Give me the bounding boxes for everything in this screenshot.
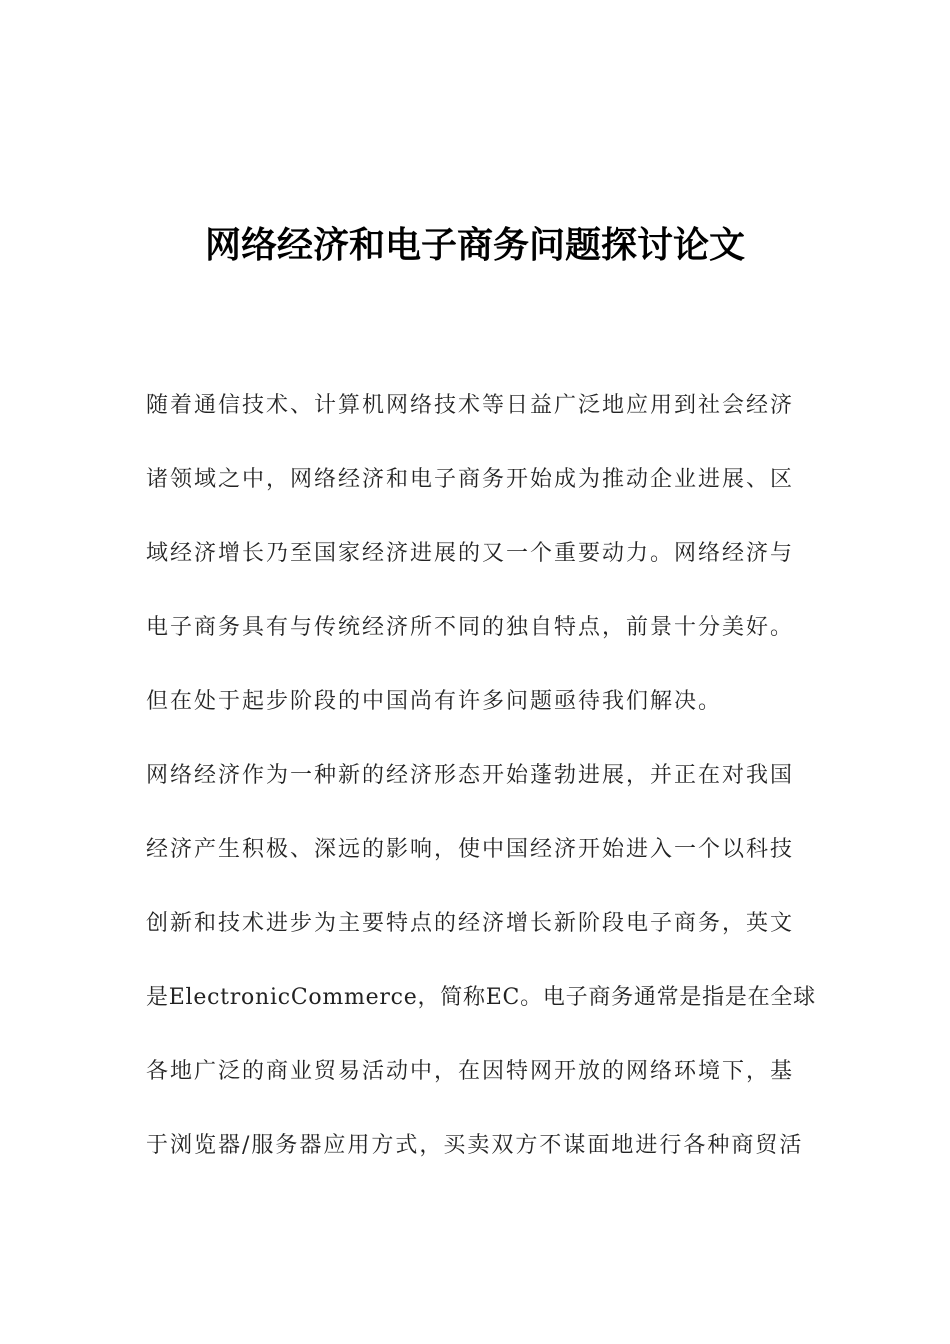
body-line: 创新和技术进步为主要特点的经济增长新阶段电子商务，英文 [146,911,795,936]
body-line: 网络经济作为一种新的经济形态开始蓬勃进展，并正在对我国 [146,763,795,788]
body-line: 随着通信技术、计算机网络技术等日益广泛地应用到社会经济 [146,393,795,418]
body-line: 但在处于起步阶段的中国尚有许多问题亟待我们解决。 [146,689,723,714]
document-body [146,384,816,1198]
body-line: 域经济增长乃至国家经济进展的又一个重要动力。网络经济与 [146,541,795,566]
body-line: 各地广泛的商业贸易活动中，在因特网开放的网络环境下，基 [146,1059,795,1084]
body-line: 诸领域之中，网络经济和电子商务开始成为推动企业进展、区 [146,467,795,492]
body-line: 于浏览器/服务器应用方式，买卖双方不谋面地进行各种商贸活 [146,1133,804,1158]
body-line: 是ElectronicCommerce，简称EC。电子商务通常是指是在全球 [146,985,816,1010]
document-title: 网络经济和电子商务问题探讨论文 [204,225,745,266]
body-line: 电子商务具有与传统经济所不同的独自特点，前景十分美好。 [146,615,795,640]
body-line: 经济产生积极、深远的影响，使中国经济开始进入一个以科技 [146,837,795,862]
